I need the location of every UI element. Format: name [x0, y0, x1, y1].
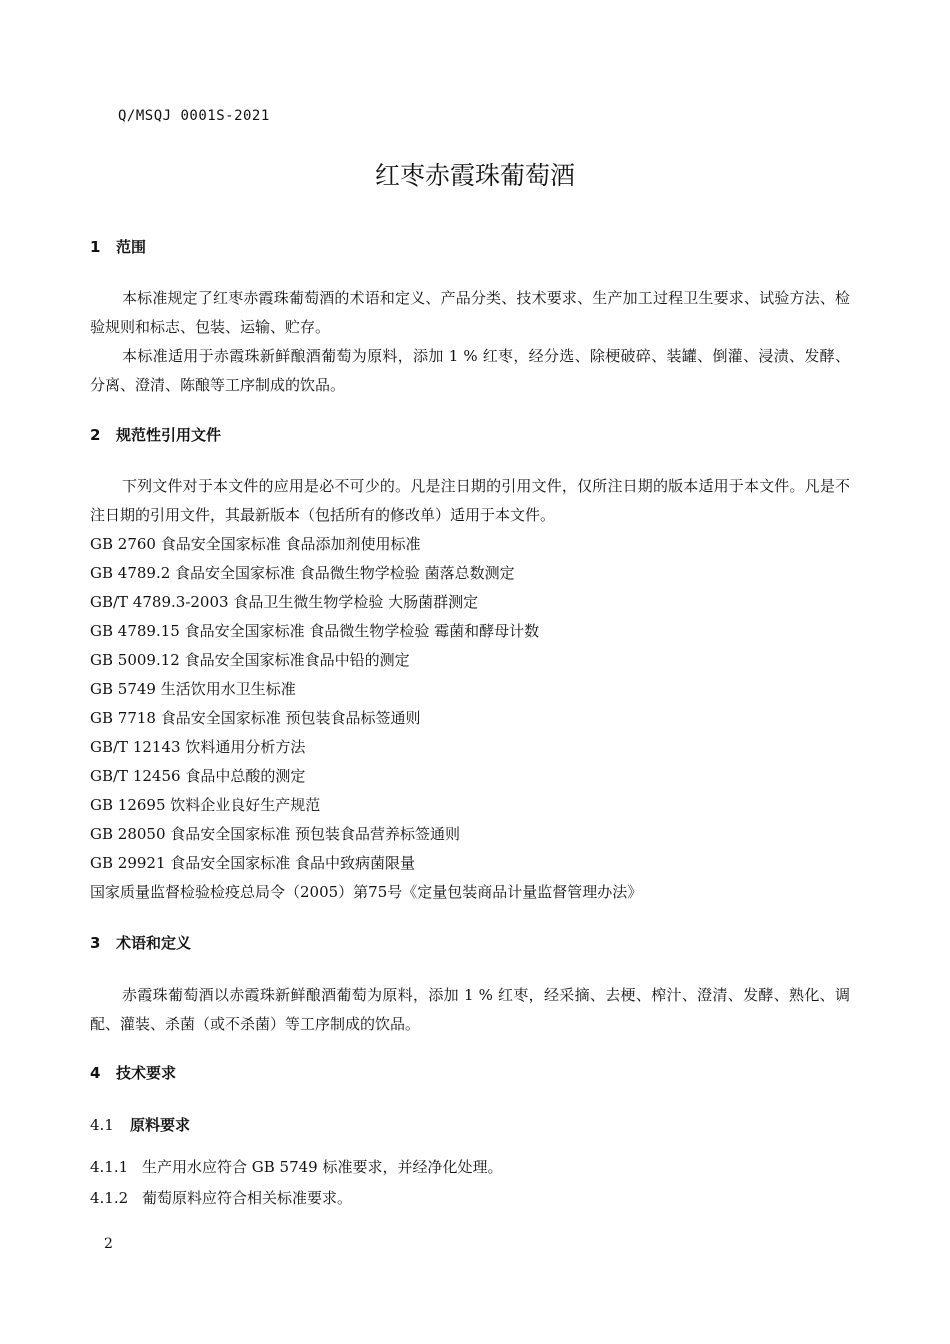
- subsection-title: 原料要求: [130, 1116, 191, 1134]
- section-number: 1: [90, 238, 101, 256]
- section-1-heading: [90, 236, 146, 257]
- section-2-heading: [90, 424, 221, 445]
- reference-item: GB 12695 饮料企业良好生产规范: [90, 796, 321, 814]
- reference-item: GB 5009.12 食品安全国家标准食品中铅的测定: [90, 651, 410, 669]
- subsection-4-1-heading: [90, 1114, 190, 1135]
- reference-item: GB 7718 食品安全国家标准 预包装食品标签通则: [90, 709, 421, 727]
- page-title: 红枣赤霞珠葡萄酒: [374, 161, 575, 190]
- reference-list: [90, 530, 642, 907]
- section-title: 规范性引用文件: [116, 426, 222, 444]
- section-1-paragraph-2: 本标准适用于赤霞珠新鲜酿酒葡萄为原料，添加 1 % 红枣，经分选、除梗破碎、装罐、倒灌、浸渍、发酵、分离、澄清、陈酿等工序制成的饮品。: [90, 347, 850, 394]
- clause-4-1-1: [90, 1156, 503, 1177]
- reference-item: GB 4789.2 食品安全国家标准 食品微生物学检验 菌落总数测定: [90, 564, 515, 582]
- clause-text: 生产用水应符合 GB 5749 标准要求，并经净化处理。: [142, 1158, 503, 1176]
- section-4-heading: [90, 1062, 176, 1083]
- reference-item: GB/T 12456 食品中总酸的测定: [90, 767, 306, 785]
- section-3-heading: [90, 932, 191, 953]
- reference-item: GB 28050 食品安全国家标准 预包装食品营养标签通则: [90, 825, 461, 843]
- clause-4-1-2: [90, 1187, 352, 1208]
- reference-item: GB 2760 食品安全国家标准 食品添加剂使用标准: [90, 535, 421, 553]
- section-2-intro: 下列文件对于本文件的应用是必不可少的。凡是注日期的引用文件，仅所注日期的版本适用于本文件。凡是不注日期的引用文件，其最新版本（包括所有的修改单）适用于本文件。: [90, 477, 850, 524]
- reference-item: GB/T 12143 饮料通用分析方法: [90, 738, 306, 756]
- page-number: 2: [104, 1236, 113, 1252]
- section-number: 4: [90, 1064, 101, 1082]
- subsection-number: 4.1: [90, 1116, 114, 1134]
- clause-text: 葡萄原料应符合相关标准要求。: [142, 1189, 353, 1207]
- clause-number: 4.1.2: [90, 1189, 129, 1207]
- reference-item: GB 29921 食品安全国家标准 食品中致病菌限量: [90, 854, 416, 872]
- reference-item: GB/T 4789.3-2003 食品卫生微生物学检验 大肠菌群测定: [90, 593, 479, 611]
- section-number: 3: [90, 934, 101, 952]
- reference-item: 国家质量监督检验检疫总局令（2005）第75号《定量包装商品计量监督管理办法》: [90, 883, 643, 901]
- section-1-paragraph-1: 本标准规定了红枣赤霞珠葡萄酒的术语和定义、产品分类、技术要求、生产加工过程卫生要求、试验方法、检验规则和标志、包装、运输、贮存。: [90, 289, 850, 336]
- section-3-paragraph: 赤霞珠葡萄酒以赤霞珠新鲜酿酒葡萄为原料，添加 1 % 红枣，经采摘、去梗、榨汁、澄清、发酵、熟化、调配、灌装、杀菌（或不杀菌）等工序制成的饮品。: [90, 986, 850, 1033]
- clause-number: 4.1.1: [90, 1158, 129, 1176]
- document-code: Q/MSQJ 0001S-2021: [118, 108, 270, 124]
- section-title: 技术要求: [116, 1064, 177, 1082]
- reference-item: GB 5749 生活饮用水卫生标准: [90, 680, 296, 698]
- reference-item: GB 4789.15 食品安全国家标准 食品微生物学检验 霉菌和酵母计数: [90, 622, 540, 640]
- section-number: 2: [90, 426, 101, 444]
- section-title: 范围: [116, 238, 147, 256]
- section-title: 术语和定义: [116, 934, 192, 952]
